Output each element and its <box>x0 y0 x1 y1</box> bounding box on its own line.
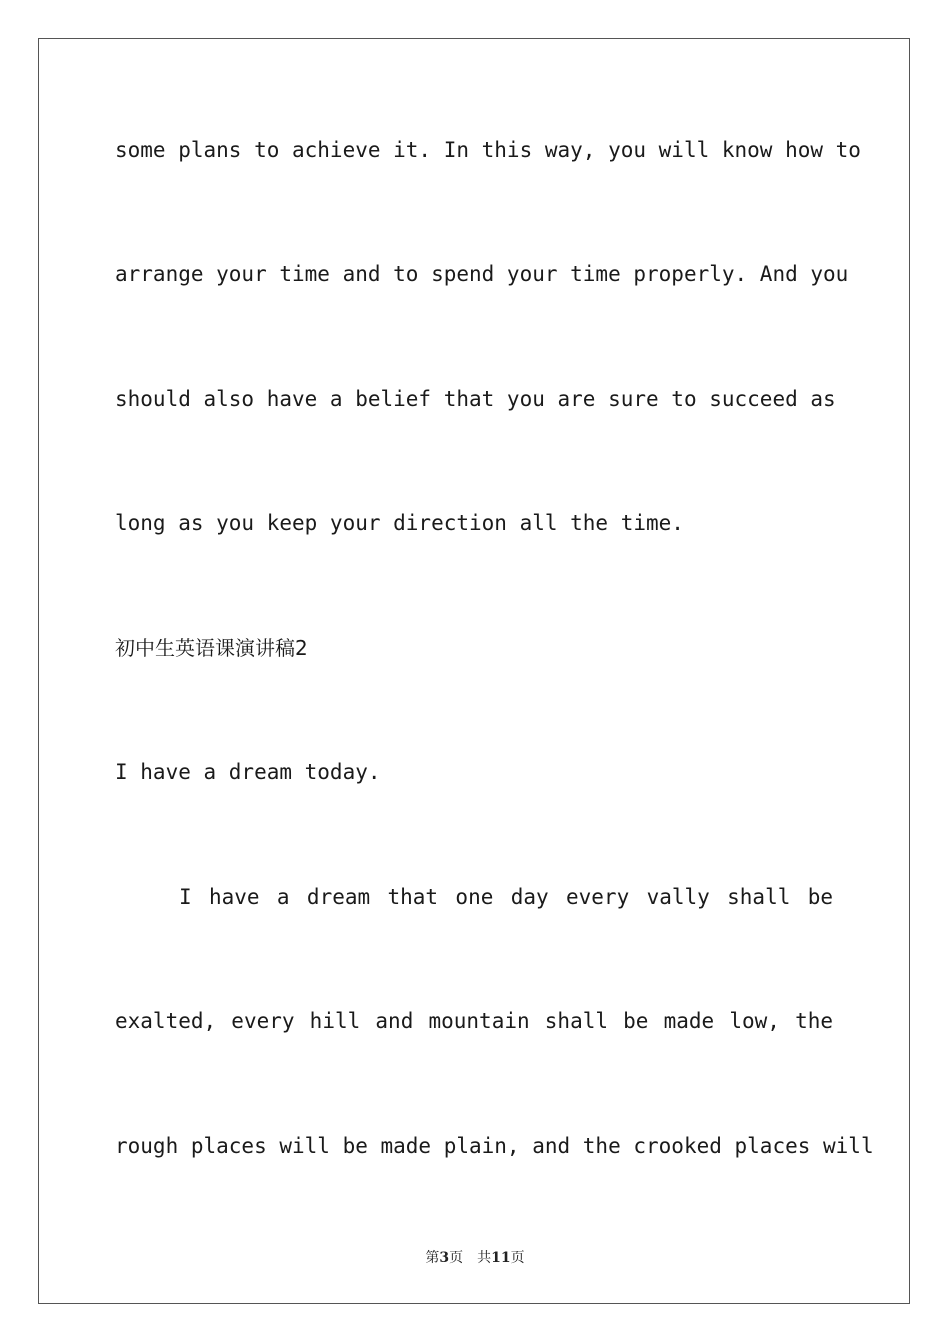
text-line: long as you keep your direction all the time. <box>115 511 684 535</box>
section-heading: 初中生英语课演讲稿2 <box>115 636 308 660</box>
text-line: rough places will be made plain, and the crooked places will <box>115 1134 874 1158</box>
footer-prefix: 第 <box>425 1250 440 1266</box>
page-footer <box>0 1247 950 1267</box>
text-line: should also have a belief that you are sure to succeed as <box>115 387 836 411</box>
text-line: I have a dream that one day every vally shall be <box>179 885 833 909</box>
page-border <box>38 38 910 1304</box>
footer-page-suffix: 页 <box>449 1250 464 1266</box>
text-line: exalted, every hill and mountain shall be made low, the <box>115 1009 833 1033</box>
footer-total-prefix: 共 <box>477 1250 492 1266</box>
footer-total-pages: 11 <box>491 1250 511 1266</box>
text-line: arrange your time and to spend your time properly. And you <box>115 262 849 286</box>
text-line: some plans to achieve it. In this way, you will know how to <box>115 138 861 162</box>
text-line: I have a dream today. <box>115 760 381 784</box>
footer-page-number: 3 <box>439 1250 450 1266</box>
footer-total-suffix: 页 <box>510 1250 525 1266</box>
